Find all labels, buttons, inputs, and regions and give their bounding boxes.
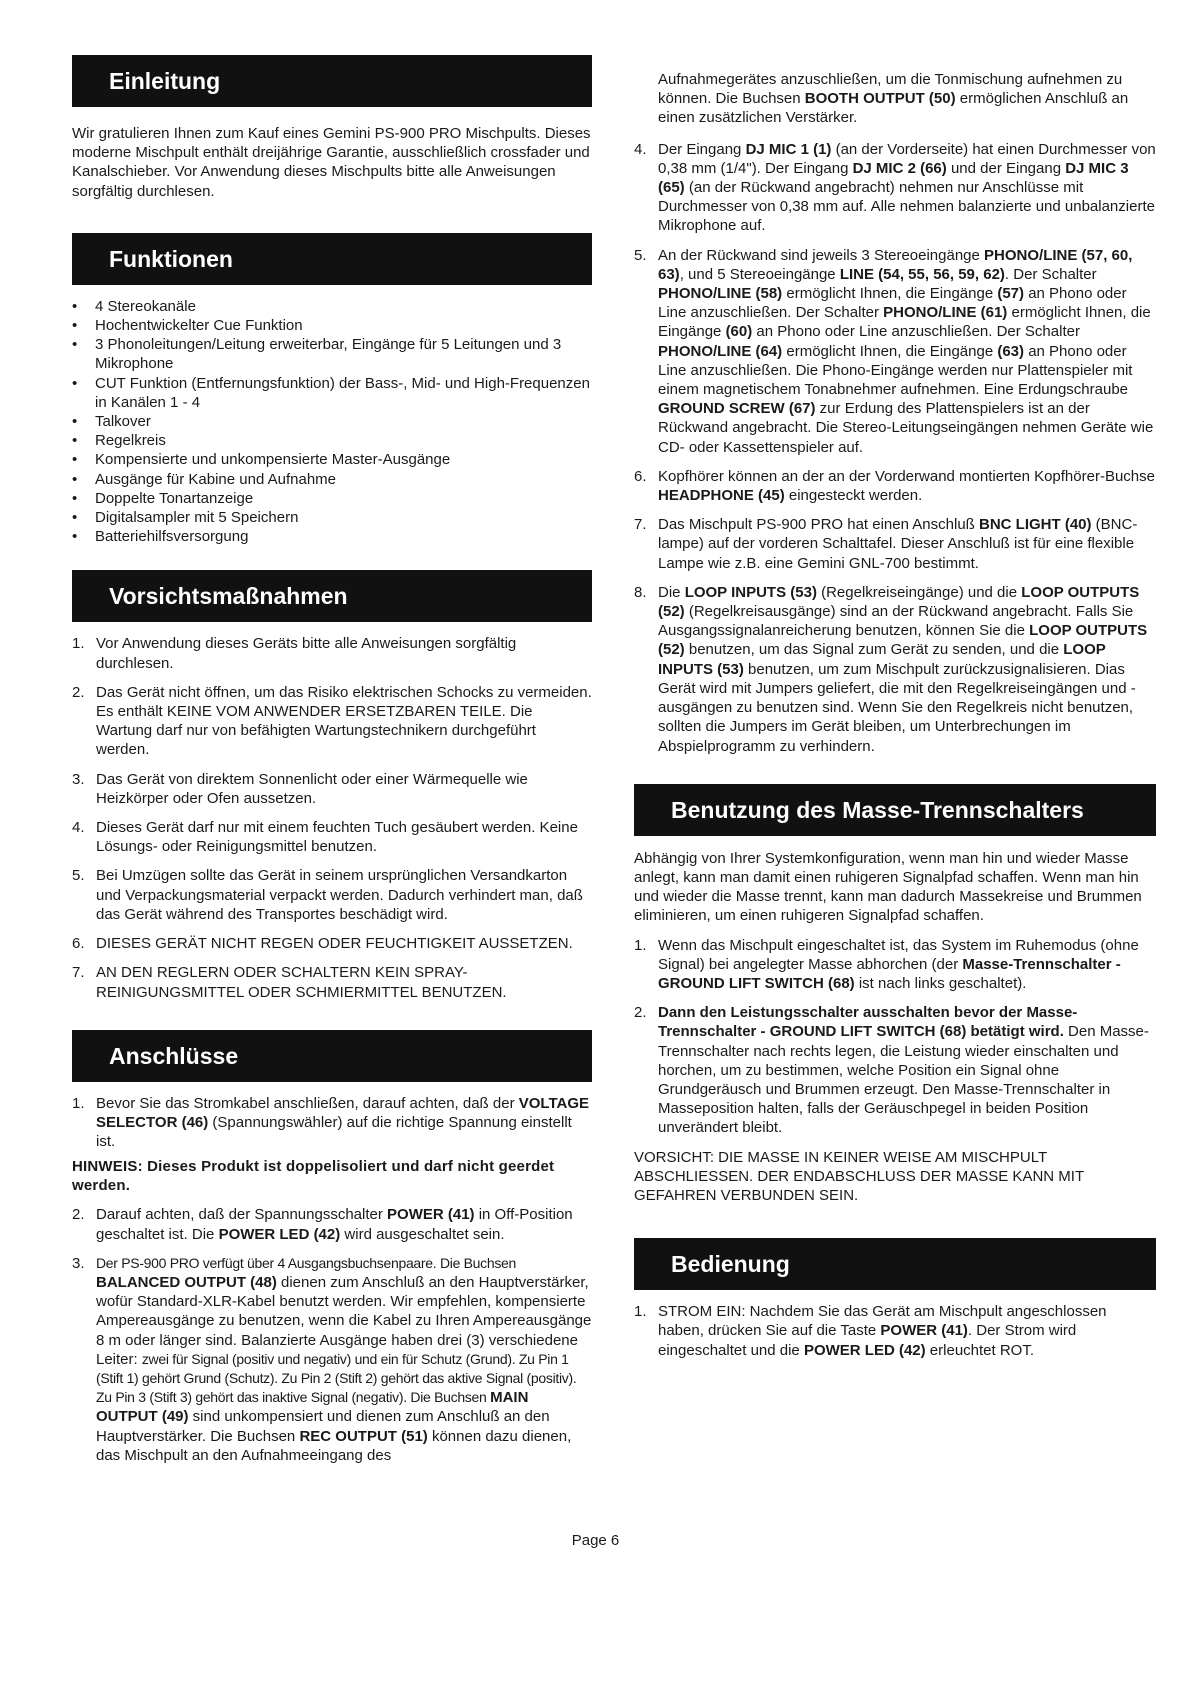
text-run: (an der Rückwand angebracht) nehmen nur Anschlüsse mit Durchmesser von 0,38 mm auf. Alle nehmen balanzierte und unbalanzierte Mikrophone auf. [658, 179, 1155, 235]
text-run: an Phono oder Line anzuschließen. Der Schalter [658, 285, 1127, 322]
text-run: ermöglicht Ihnen, die Eingänge [782, 285, 998, 303]
bold-term: POWER (41) [880, 1322, 968, 1340]
text-run: (BNC-lampe) auf der vorderen Schalttafel. Dieser Anschluß ist für eine flexible Lampe wie z.B. eine Gemini GNL-700 bestimmt. [658, 516, 1138, 572]
text-run: eingesteckt werden. [784, 487, 923, 505]
text-run: an Phono oder Line anzuschließen. Die Phono-Eingänge werden nur Plattenspieler mit einem magnetischem Tonabnehmer aufnehmen. Eine Erdungschraube [658, 342, 1133, 399]
text-run: Bevor Sie das Stromkabel anschließen, darauf achten, daß der [96, 1094, 519, 1112]
text-run: dienen zum Anschluß an den Hauptverstärker, wofür Standard-XLR-Kabel benutzt werden. Wir empfehlen, kompensierte Ampereausgänge zu benutzen, wenn die Kabel zu Ihren Ampereausgänge 8 m oder länger sind. Balanzierte Ausgänge haben drei (3) verschiedene Leiter: [96, 1273, 592, 1368]
list-item: 2. Das Gerät nicht öffnen, um das Risiko elektrischen Schocks zu vermeiden. Es enthält KEINE VOM ANWENDER ERSETZBAREN TEILE. Die Wartung darf nur von befähigten Wartungstechnikern durchgeführt werden. [72, 683, 592, 759]
text-run: Den Masse-Trennschalter nach rechts legen, die Leistung wieder einschalten und horchen, um zu bestimmen, welche Position ein Signal ohne Grundgeräusch und Brummen erzeugt. Den Masse-Trennschalter in Masseposition halten, falls der Geräuschpegel in beiden Position unverändert bleibt. [658, 1023, 1149, 1137]
bold-term: Masse-Trennschalter - GROUND LIFT SWITCH (68) [658, 955, 1121, 992]
bold-term: BNC LIGHT (40) [979, 516, 1092, 534]
bold-term: GROUND SCREW (67) [658, 400, 816, 418]
list-item: 5. An der Rückwand sind jeweils 3 Stereoeingänge PHONO/LINE (57, 60, 63), und 5 Stereoeingänge LINE (54, 55, 56, 59, 62). Der Schalter PHONO/LINE (58) ermöglicht Ihnen, die Eingänge (57) an Phono oder Line anzuschließen. Der Schalter PHONO/LINE (61) ermöglicht Ihnen, die Eingänge (60) an Phono oder Line anzuschließen. Der Schalter PHONO/LINE (64) ermöglicht Ihnen, die Eingänge (63) an Phono oder Line anzuschließen. Die Phono-Eingänge werden nur Plattenspieler mit einem magnetischem Tonabnehmer aufnehmen. Eine Erdungschraube GROUND SCREW (67) zur Erdung des Plattenspielers ist an der Rückwand angebracht. Die Stereo-Leitungseingängen nehmen Geräte wie CD- oder Kassettenspieler auf. [634, 246, 1154, 456]
bold-term: POWER (41) [387, 1206, 475, 1224]
text-run: ermöglicht Ihnen, die Eingänge [782, 342, 998, 360]
bold-term: PHONO/LINE (57, 60, 63) [658, 246, 1133, 283]
text-run: erleuchtet ROT. [925, 1341, 1035, 1359]
bold-term: (60) [725, 323, 753, 341]
text-run: zur Erdung des Plattenspielers ist an der Rückwand angebracht. Die Stereo-Leitungseingängen nehmen Geräte wie CD- oder Kassettenspieler auf. [658, 400, 1154, 456]
small-text: zwei für Signal (positiv und negativ) und ein für Schutz (Grund). Zu Pin 1 (Stift 1) gehört Grund (Schutz). Zu Pin 2 (Stift 2) gehört das aktive Signal (positiv). Zu Pin 3 (Stift 3) gehört das inaktive Signal (negativ). Die Buchsen [96, 1350, 577, 1406]
list-item: 2. Dann den Leistungsschalter ausschalten bevor der Masse-Trennschalter - GROUND LIFT SWITCH (68) betätigt wird. Den Masse-Trennschalter nach rechts legen, die Leistung wieder einschalten und horchen, um zu bestimmen, welche Position ein Signal ohne Grundgeräusch und Brummen erzeugt. Den Masse-Trennschalter in Masseposition halten, falls der Geräuschpegel in beiden Position unverändert bleibt. [634, 1004, 1149, 1137]
text-run: Das Mischpult PS-900 PRO hat einen Anschluß [658, 516, 979, 534]
bold-term: BOOTH OUTPUT (50) [804, 90, 956, 108]
text-run: ist nach links geschaltet). [854, 974, 1027, 992]
text-run: (Regelkreisausgänge) sind an der Rückwand angebracht. Falls Sie Ausgangssignalanreicherung benutzen, können Sie die [658, 603, 1134, 640]
text-run: sind unkompensiert und dienen zum Anschluß an den Hauptverstärker. Die Buchsen [96, 1408, 550, 1445]
list-item: • Hochentwickelter Cue Funktion [72, 316, 592, 335]
list-item: 4. Der Eingang DJ MIC 1 (1) (an der Vorderseite) hat einen Durchmesser von 0,38 mm (1/4"). Der Eingang DJ MIC 2 (66) und der Eingang DJ MIC 3 (65) (an der Rückwand angebracht) nehmen nur Anschlüsse mit Durchmesser von 0,38 mm auf. Alle nehmen balanzierte und unbalanzierte Mikrophone auf. [634, 140, 1156, 235]
text-run: Darauf achten, daß der Spannungsschalter [96, 1206, 388, 1224]
bold-term: REC OUTPUT (51) [299, 1427, 428, 1445]
list-item: 8. Die LOOP INPUTS (53) (Regelkreiseingänge) und die LOOP OUTPUTS (52) (Regelkreisausgänge) sind an der Rückwand angebracht. Falls Sie Ausgangssignalanreicherung benutzen, können Sie die LOOP OUTPUTS (52) benutzen, um das Signal zum Gerät zu senden, und die LOOP INPUTS (53) benutzen, um zum Mischpult zurückzusignalisieren. Dias Gerät wird mit Jumpers geliefert, die mit den Regelkreiseingängen und -ausgängen zu benutzen sind. Wenn Sie den Regelkreis nicht benutzen, sollten die Jumpers im Gerät bleiben, um Unterbrechungen im Abspielprogramm zu verhindern. [634, 583, 1148, 755]
list-item: • Batteriehilfsversorgung [72, 527, 592, 546]
text-run: Die [658, 583, 685, 601]
text-run: in Off-Position geschaltet ist. Die [96, 1206, 573, 1243]
text-run: können dazu dienen, das Mischpult an den Aufnahmeeingang des [96, 1427, 572, 1464]
text-run: an Phono oder Line anzuschließen. Der Schalter [752, 323, 1080, 341]
bold-term: Dann den Leistungsschalter ausschalten bevor der Masse-Trennschalter - GROUND LIFT SWITCH (68) betätigt wird. [658, 1004, 1078, 1041]
list-item: 7. Das Mischpult PS-900 PRO hat einen Anschluß BNC LIGHT (40) (BNC-lampe) auf der vorderen Schalttafel. Dieser Anschluß ist für eine flexible Lampe wie z.B. eine Gemini GNL-700 bestimmt. [634, 516, 1138, 572]
list-item: • 3 Phonoleitungen/Leitung erweiterbar, Eingänge für 5 Leitungen und 3 Mikrophone [72, 335, 592, 373]
list-item: 2. Darauf achten, daß der Spannungsschalter POWER (41) in Off-Position geschaltet ist. Die POWER LED (42) wird ausgeschaltet sein. [72, 1206, 573, 1243]
bold-term: DJ MIC 2 (66) [852, 159, 947, 177]
list-item: • Digitalsampler mit 5 Speichern [72, 508, 592, 527]
list-item: 7. AN DEN REGLERN ODER SCHALTERN KEIN SPRAY-REINIGUNGSMITTEL ODER SCHMIERMITTEL BENUTZEN. [72, 964, 507, 1001]
masse-list [634, 936, 1156, 1138]
masse-intro: Abhängig von Ihrer Systemkonfiguration, wenn man hin und wieder Masse anlegt, kann man damit einen ruhigeren Signalpfad schaffen. Wenn man hin und wieder die Masse trennt, kann man dadurch Massekreise und Brummen eliminieren, um einen ruhigeren Signalpfad schaffen. [634, 849, 1142, 925]
text-run: Aufnahmegerätes anzuschließen, um die Tonmischung aufnehmen zu können. Die Buchsen [658, 71, 1123, 108]
list-item: • Ausgänge für Kabine und Aufnahme [72, 470, 592, 489]
text-run: Der Eingang [658, 140, 746, 158]
section-heading-anschluesse: Anschlüsse [72, 1030, 592, 1082]
right-column [634, 0, 1156, 1370]
text-run: und der Eingang [946, 159, 1066, 177]
text-run: STROM EIN: Nachdem Sie das Gerät am Mischpult angeschlossen haben, drücken Sie auf die Taste [658, 1303, 1107, 1340]
section-heading-einleitung: Einleitung [72, 55, 592, 107]
list-item: 6. Kopfhörer können an der an der Vorderwand montierten Kopfhörer-Buchse HEADPHONE (45) eingesteckt werden. [634, 467, 1155, 505]
text-run: An der Rückwand sind jeweils 3 Stereoeingänge [658, 246, 985, 264]
anschluesse-list-right [634, 70, 1156, 756]
list-item: 1. STROM EIN: Nachdem Sie das Gerät am Mischpult angeschlossen haben, drücken Sie auf die Taste POWER (41). Der Strom wird eingeschaltet und die POWER LED (42) erleuchtet ROT. [634, 1303, 1107, 1359]
list-item: 3. Das Gerät von direktem Sonnenlicht oder einer Wärmequelle wie Heizkörper oder Ofen aussetzen. [72, 770, 528, 807]
bold-term: PHONO/LINE (58) [658, 285, 783, 303]
list-item: 1. Bevor Sie das Stromkabel anschließen, darauf achten, daß der VOLTAGE SELECTOR (46) (Spannungswähler) auf die richtige Spannung einstellt ist. [72, 1094, 590, 1151]
list-item: 1. Vor Anwendung dieses Geräts bitte alle Anweisungen sorgfältig durchlesen. [72, 635, 517, 672]
anschluesse-list [72, 1094, 592, 1152]
bold-term: PHONO/LINE (61) [883, 304, 1008, 322]
text-run: (an der Vorderseite) hat einen Durchmesser von 0,38 mm (1/4"). Der Eingang [658, 140, 1156, 177]
list-item: • Doppelte Tonartanzeige [72, 489, 592, 508]
text-run: ermöglichen Anschluß an einen zusätzlichen Verstärker. [658, 90, 1129, 127]
hinweis-note: HINWEIS: Dieses Produkt ist doppelisoliert und darf nicht geerdet werden. [72, 1158, 555, 1195]
text-run: Kopfhörer können an der an der Vorderwand montierten Kopfhörer-Buchse [658, 467, 1155, 485]
bold-term: POWER LED (42) [803, 1341, 926, 1359]
list-item: • Regelkreis [72, 431, 592, 450]
bold-term: LOOP OUTPUTS (52) [658, 583, 1140, 621]
list-item: 3. Der PS-900 PRO verfügt über 4 Ausgangsbuchsenpaare. Die Buchsen BALANCED OUTPUT (48) dienen zum Anschluß an den Hauptverstärker, wofür Standard-XLR-Kabel benutzt werden. Wir empfehlen, kompensierte Ampereausgänge zu benutzen, wenn die Kabel zu Ihren Ampereausgänge 8 m oder länger sind. Balanzierte Ausgänge haben drei (3) verschiedene Leiter: zwei für Signal (positiv und negativ) und ein für Schutz (Grund). Zu Pin 1 (Stift 1) gehört Grund (Schutz). Zu Pin 2 (Stift 2) gehört das aktive Signal (positiv). Zu Pin 3 (Stift 3) gehört das inaktive Signal (negativ). Die Buchsen MAIN OUTPUT (49) sind unkompensiert und dienen zum Anschluß an den Hauptverstärker. Die Buchsen REC OUTPUT (51) können dazu dienen, das Mischpult an den Aufnahmeeingang des [72, 1254, 592, 1464]
bold-term: LOOP INPUTS (53) [684, 583, 817, 601]
bold-term: LINE (54, 55, 56, 59, 62) [839, 265, 1005, 283]
text-run: benutzen, um zum Mischpult zurückzusignalisieren. Dias Gerät wird mit Jumpers geliefert, die mit den Regelkreiseingängen und -ausgängen zu benutzen sind. Wenn Sie den Regelkreis nicht benutzen, sollten die Jumpers im Gerät bleiben, um Unterbrechungen im Abspielprogramm zu verhindern. [658, 660, 1136, 755]
text-run: , und 5 Stereoeingänge [679, 265, 840, 283]
text-run: (Regelkreiseingänge) und die [816, 583, 1022, 601]
list-item: • 4 Stereokanäle [72, 297, 592, 316]
list-item: 5. Bei Umzügen sollte das Gerät in seinem ursprünglichen Versandkarton und Verpackungsmaterial verpackt werden. Dadurch verhindert man, daß das Gerät während des Transportes beschädigt wird. [72, 867, 583, 923]
text-run: ermöglicht Ihnen, die Eingänge [658, 304, 1151, 341]
text-run: Wenn das Mischpult eingeschaltet ist, das System im Ruhemodus (ohne Signal) bei angelegter Masse abhorchen (der [658, 936, 1139, 973]
bold-term: BALANCED OUTPUT (48) [96, 1273, 277, 1291]
anschluesse-list-cont [72, 1205, 592, 1465]
einleitung-text: Wir gratulieren Ihnen zum Kauf eines Gemini PS-900 PRO Mischpults. Dieses moderne Mischpult enthält dreijährige Garantie, ausschließlich crossfader und Kanalschieber. Vor Anwendung dieses Mischpults bitte alle Anweisungen sorgfältig durchlesen. [72, 125, 591, 200]
section-heading-funktionen: Funktionen [72, 233, 592, 285]
list-item: 4. Dieses Gerät darf nur mit einem feuchten Tuch gesäubert werden. Keine Lösungs- oder Reinigungsmittel benutzen. [72, 819, 578, 856]
section-heading-bedienung: Bedienung [634, 1238, 1156, 1290]
vorsicht-list [72, 634, 592, 1001]
left-column [72, 0, 592, 1475]
bold-term: MAIN OUTPUT (49) [96, 1389, 529, 1426]
list-item: • CUT Funktion (Entfernungsfunktion) der Bass-, Mid- und High-Frequenzen in Kanälen 1 - 4 [72, 374, 592, 412]
text-run: wird ausgeschaltet sein. [340, 1225, 505, 1243]
bold-term: VOLTAGE SELECTOR (46) [96, 1094, 590, 1131]
text-run: . Der Schalter [1004, 265, 1097, 283]
bold-term: LOOP INPUTS (53) [658, 641, 1106, 678]
bold-term: HEADPHONE (45) [658, 487, 785, 505]
bold-term: POWER LED (42) [218, 1225, 341, 1243]
bold-term: DJ MIC 3 (65) [658, 159, 1129, 197]
bold-term: PHONO/LINE (64) [658, 342, 783, 360]
list-item: • Kompensierte und unkompensierte Master-Ausgänge [72, 450, 592, 469]
funktionen-list [72, 297, 592, 547]
list-item: • Talkover [72, 412, 592, 431]
section-heading-vorsichtsmassnahmen: Vorsichtsmaßnahmen [72, 570, 592, 622]
text-run: (Spannungswähler) auf die richtige Spannung einstellt ist. [96, 1113, 572, 1151]
masse-warning: VORSICHT: DIE MASSE IN KEINER WEISE AM MISCHPULT ABSCHLIESSEN. DER ENDABSCHLUSS DER MASSE KANN MIT GEFAHREN VERBUNDEN SEIN. [634, 1148, 1084, 1204]
bold-term: (63) [997, 342, 1025, 360]
list-item-continued [634, 70, 1156, 128]
page-number: Page 6 [571, 1532, 620, 1549]
text-run: . Der Strom wird eingeschaltet und die [658, 1322, 1077, 1359]
small-text: Der PS-900 PRO verfügt über 4 Ausgangsbuchsenpaare. Die Buchsen [96, 1254, 517, 1271]
bold-term: LOOP OUTPUTS (52) [658, 622, 1148, 659]
list-item: 6. DIESES GERÄT NICHT REGEN ODER FEUCHTIGKEIT AUSSETZEN. [72, 935, 573, 953]
section-heading-masse-trennschalter: Benutzung des Masse-Trennschalters [634, 784, 1156, 836]
bold-term: (57) [997, 285, 1025, 303]
bedienung-list [634, 1302, 1156, 1360]
bold-term: DJ MIC 1 (1) [745, 140, 832, 158]
list-item: 1. Wenn das Mischpult eingeschaltet ist, das System im Ruhemodus (ohne Signal) bei angelegter Masse abhorchen (der Masse-Trennschalter - GROUND LIFT SWITCH (68) ist nach links geschaltet). [634, 936, 1139, 992]
text-run: benutzen, um das Signal zum Gerät zu senden, und die [684, 641, 1064, 659]
